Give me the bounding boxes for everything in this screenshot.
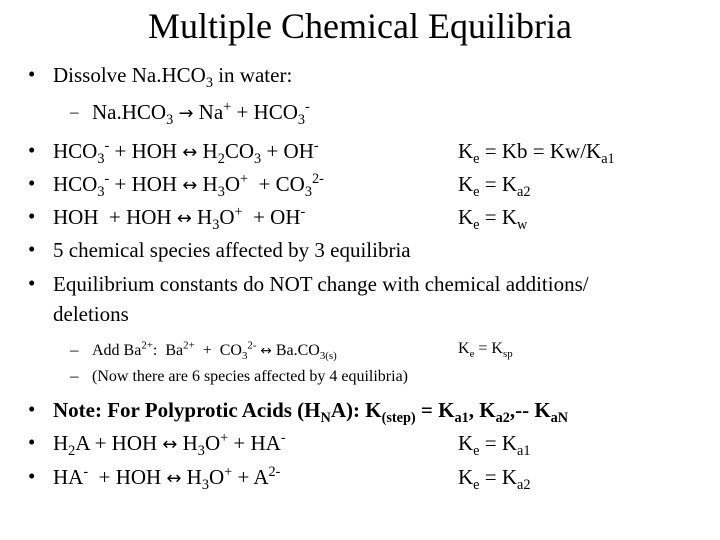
- constant-3: $K_e = K_w$: [458, 205, 528, 234]
- bullet-icon: •: [28, 430, 36, 454]
- bullet-icon: •: [28, 62, 36, 86]
- bullet-constants-cont: deletions: [53, 302, 129, 326]
- bullet-icon: •: [28, 171, 36, 195]
- bullet-icon: •: [28, 397, 36, 421]
- equation-h2a: $H_2A$ + HOH ↔ $H_3O^+ + HA^-$: [53, 430, 286, 460]
- bullet-constants: Equilibrium constants do NOT change with chemical additions/: [53, 272, 589, 296]
- bullet-icon: •: [28, 464, 36, 488]
- constant-1: $K_e = Kb = Kw/K_{a1}$: [458, 139, 615, 168]
- constant-sp: $K_e = K_{sp}$: [458, 340, 513, 361]
- equation-1: $HCO_3^-$ + HOH ↔ $H_2CO_3 + OH^-$: [53, 138, 319, 168]
- bullet-icon: •: [28, 204, 36, 228]
- bullet-dissolve: Dissolve $Na.HCO_3$ in water:: [53, 63, 293, 92]
- dash-icon: –: [70, 102, 79, 121]
- equation-2: $HCO_3^-$ + HOH ↔ $H_3O^+ + CO_3^{2-}$: [53, 171, 324, 201]
- equation-3: HOH + HOH ↔ $H_3O^+ + OH^-$: [53, 204, 306, 234]
- equation-ha: HA- + HOH ↔ $H_3O^+ + A^{2-}$: [53, 464, 281, 494]
- sub-now-six: (Now there are 6 species affected by 4 equilibria): [92, 368, 409, 385]
- bullet-icon: •: [28, 138, 36, 162]
- dash-icon: –: [70, 366, 79, 385]
- slide-title: Multiple Chemical Equilibria: [148, 6, 572, 46]
- bullet-polyprotic: Note: For Polyprotic Acids $(H_NA)$: $K_{(step)} = K_{a1}$, $K_{a2},--$ $K_{aN}$: [53, 398, 569, 427]
- constant-2: $K_e = K_{a2}$: [458, 172, 531, 201]
- constant-ha: $K_e = K_{a2}$: [458, 465, 531, 494]
- constant-h2a: $K_e = K_{a1}$: [458, 431, 531, 460]
- dash-icon: –: [70, 340, 79, 359]
- sub-add-ba: Add $Ba^{2+}$: $Ba^{2+} + CO_3^{2-}$ ↔ $Ba.CO_{3(s)}$: [92, 339, 337, 363]
- bullet-icon: •: [28, 237, 36, 261]
- bullet-species: 5 chemical species affected by 3 equilibria: [53, 238, 411, 262]
- bullet-icon: •: [28, 271, 36, 295]
- sub-dissociation: $Na.HCO_3 \to Na^+ + HCO_3^-$: [92, 99, 310, 129]
